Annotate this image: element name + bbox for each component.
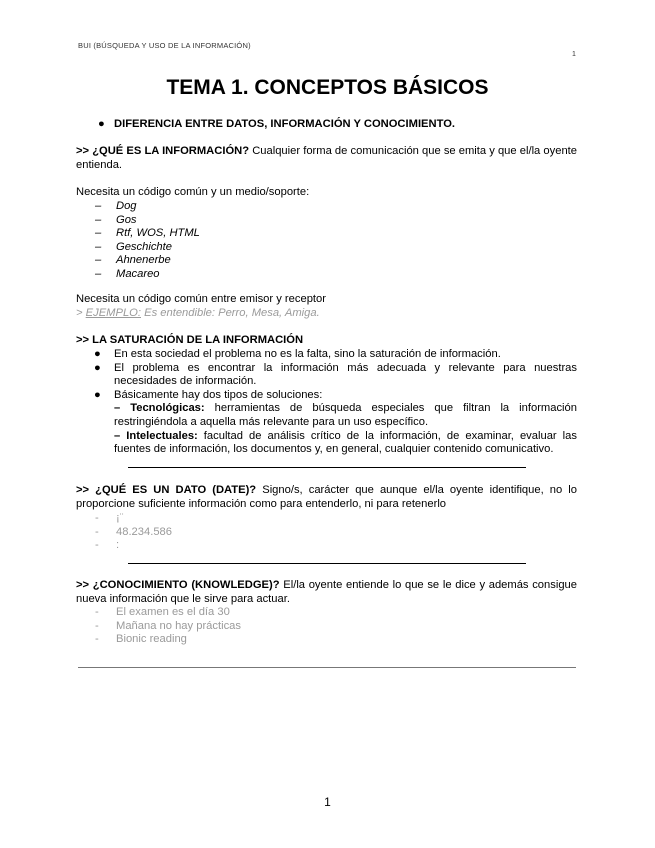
list-item-text: Geschichte [116, 240, 172, 253]
list-item-text: El examen es el día 30 [116, 606, 230, 618]
list-item: – Dog [95, 200, 137, 212]
running-header: BUI (BÚSQUEDA Y USO DE LA INFORMACIÓN) [78, 41, 251, 50]
knowledge-examples-list [95, 606, 395, 647]
list-item-text: Ahnenerbe [116, 254, 171, 267]
bullet-icon: ● [94, 361, 101, 374]
list-item-text: Macareo [116, 267, 160, 280]
solution-label: – Intelectuales: [114, 429, 198, 442]
code-intro: Necesita un código común y un medio/soporte: [76, 186, 310, 198]
divider [78, 667, 576, 668]
info-question [76, 145, 577, 172]
list-item: – Rtf, WOS, HTML [95, 227, 200, 240]
bullet-icon: ● [94, 388, 101, 401]
knowledge-question [76, 579, 577, 606]
info-question-prefix: >> ¿QUÉ ES LA INFORMACIÓN? [76, 145, 250, 157]
list-item: - Mañana no hay prácticas [95, 619, 242, 632]
example-line [76, 307, 320, 321]
code-examples-list [95, 200, 395, 282]
data-question [76, 484, 577, 511]
list-item: - El examen es el día 30 [95, 606, 230, 618]
list-item: - : [95, 539, 120, 552]
list-item-text: Rtf, WOS, HTML [116, 227, 200, 240]
list-item: - ¡¨ [95, 512, 124, 524]
list-item: - 48.234.586 [95, 525, 172, 538]
list-item: – Macareo [95, 267, 160, 280]
list-item: - Bionic reading [95, 633, 187, 646]
section-bullet-text: DIFERENCIA ENTRE DATOS, INFORMACIÓN Y CONOCIMIENTO. [114, 118, 456, 130]
data-examples-list [95, 512, 395, 553]
list-item-text: Dog [116, 200, 137, 212]
example-prefix: > [76, 307, 86, 319]
list-item-text: Mañana no hay prácticas [116, 619, 242, 632]
list-item [94, 389, 577, 457]
section-bullet [98, 118, 455, 132]
saturation-heading: >> LA SATURACIÓN DE LA INFORMACIÓN [76, 334, 304, 346]
knowledge-question-text: El/la oyente entiende lo que se le dice y además consigue nueva información que le sirve para actuar. [76, 579, 577, 605]
list-item-text: 48.234.586 [116, 525, 172, 538]
page-title: TEMA 1. CONCEPTOS BÁSICOS [166, 76, 489, 99]
solution-intellectual [114, 430, 577, 457]
solution-technological [114, 402, 577, 429]
list-item-text: El problema es encontrar la información más adecuada y relevante para nuestras necesidades de información. [114, 361, 577, 388]
bullet-icon: ● [94, 348, 101, 360]
solution-text: facultad de análisis crítico de la información, de examinar, evaluar las fuentes de información, los documentos y, en general, cualquier contenido comunicativo. [114, 429, 577, 456]
saturation-list [94, 348, 577, 457]
example-link[interactable]: EJEMPLO: [85, 307, 141, 319]
list-item-text: Bionic reading [116, 633, 187, 646]
sender-receiver-text: Necesita un código común entre emisor y receptor [76, 293, 326, 305]
knowledge-question-prefix: >> ¿CONOCIMIENTO (KNOWLEDGE)? [76, 579, 280, 591]
header-page-number: 1 [572, 51, 576, 58]
data-question-text: Signo/s, carácter que aunque el/la oyente identifique, no lo proporcione suficiente información como para entenderlo, ni para retenerlo [76, 484, 578, 510]
list-item: – Gos [95, 213, 137, 226]
info-question-text: Cualquier forma de comunicación que se emita y que el/la oyente entienda. [76, 145, 577, 171]
bullet-icon: ● [98, 118, 105, 130]
list-item [94, 348, 577, 362]
solution-label: – Tecnológicas: [114, 402, 205, 415]
example-text: Es entendible: Perro, Mesa, Amiga. [141, 307, 320, 319]
footer-page-number: 1 [324, 795, 331, 809]
list-item-text: ¡¨ [116, 512, 124, 524]
divider [128, 467, 526, 468]
data-question-prefix: >> ¿QUÉ ES UN DATO (DATE)? [76, 484, 257, 496]
solutions-intro: Básicamente hay dos tipos de soluciones: [114, 388, 323, 401]
list-item-text: Gos [116, 213, 137, 226]
list-item-text: : [116, 539, 120, 552]
list-item [94, 362, 577, 389]
solution-text: herramientas de búsqueda especiales que filtran la información restringiéndola a aquella más relevante para un uso específico. [114, 402, 577, 428]
list-item-text: En esta sociedad el problema no es la falta, sino la saturación de información. [114, 348, 501, 360]
list-item-text [114, 389, 577, 457]
divider [128, 563, 526, 564]
list-item: – Ahnenerbe [95, 254, 171, 267]
list-item: – Geschichte [95, 240, 172, 253]
